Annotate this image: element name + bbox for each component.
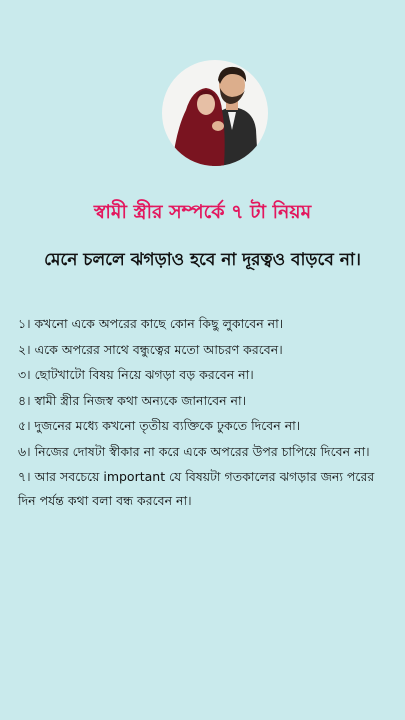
rule-item-5: ৫। দুজনের মধ্যে কখনো তৃতীয় ব্যক্তিকে ঢুকতে দিবেন না। [18, 418, 301, 433]
page-title: স্বামী স্ত্রীর সম্পর্কে ৭ টা নিয়ম [93, 201, 312, 223]
rule-item-2: ২। একে অপরের সাথে বন্ধুত্বের মতো আচরণ করবেন। [18, 341, 283, 357]
subtitle: মেনে চললে ঝগড়াও হবে না দূরত্বও বাড়বে না। [44, 250, 361, 270]
rule-item-1: ১। কখনো একে অপরের কাছে কোন কিছু লুকাবেন না। [18, 316, 284, 331]
couple-illustration [162, 60, 268, 166]
rule-item-7: ৭। আর সবচেয়ে important যে বিষয়টা গতকালের ঝগড়ার জন্য পরের দিন পর্যন্ত কথা বলা বন্ধ করবেন না। [18, 469, 375, 508]
couple-illustration-image [162, 60, 268, 166]
rule-item-3: ৩। ছোটখাটো বিষয় নিয়ে ঝগড়া বড় করবেন না। [18, 367, 254, 382]
rule-item-6: ৬। নিজের দোষটা স্বীকার না করে একে অপরের উপর চাপিয়ে দিবেন না। [18, 443, 370, 459]
rule-item-4: ৪। স্বামী স্ত্রীর নিজস্ব কথা অন্যকে জানাবেন না। [18, 392, 247, 408]
rules-list [18, 312, 388, 514]
